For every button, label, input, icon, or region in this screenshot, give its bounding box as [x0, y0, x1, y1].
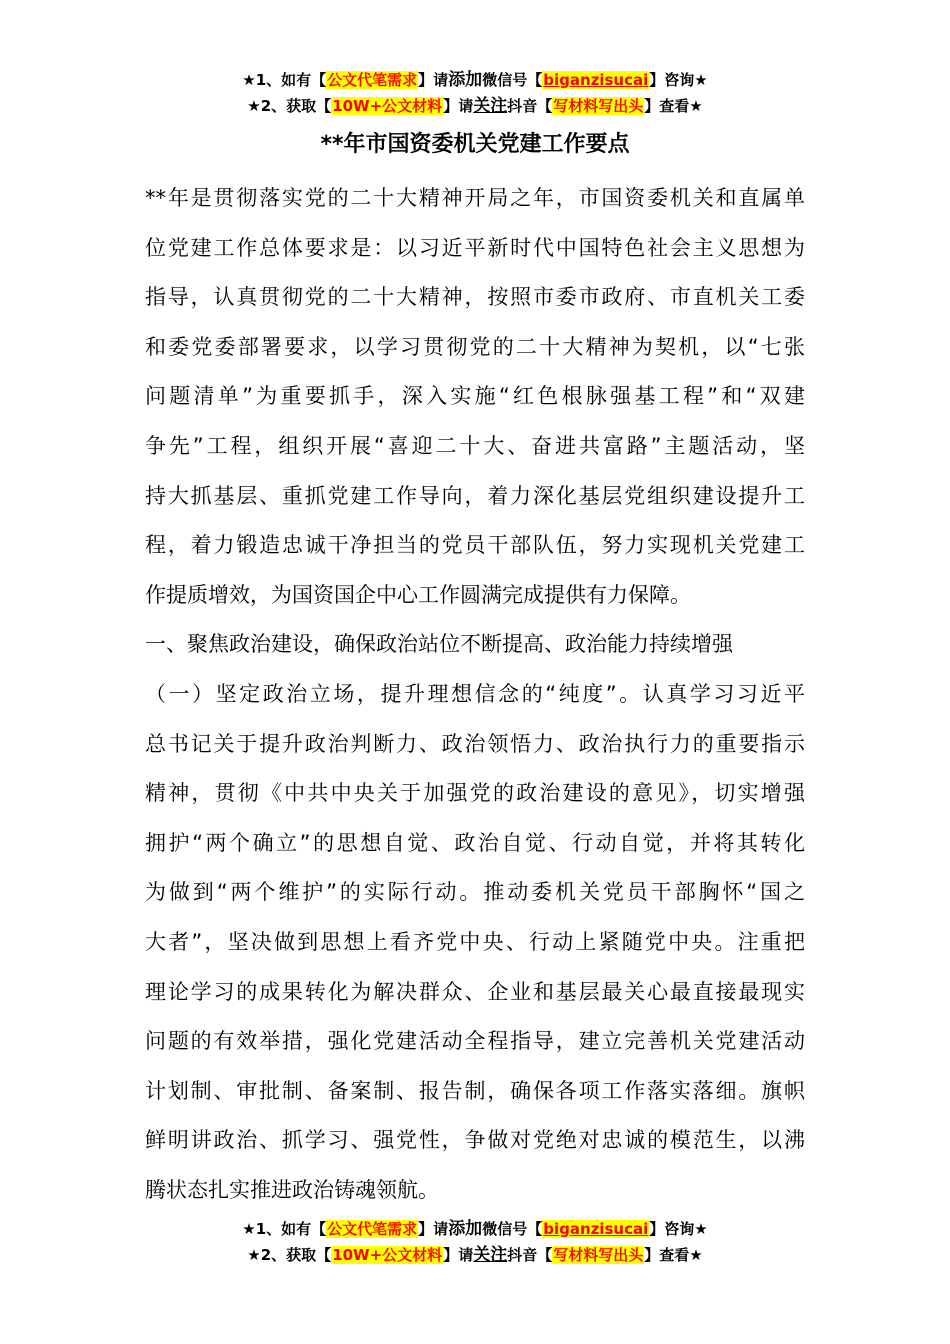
promo-line-2: ★2、获取【10W+公文材料】请关注抖音【写材料写出头】查看★ — [247, 96, 703, 116]
highlight-douyin-account: 写材料写出头 — [553, 97, 644, 115]
highlight-ghostwriting: 公文代笔需求 — [327, 71, 418, 89]
body-line: 和委党委部署要求，以学习贯彻党的二十大精神为契机，以“七张 — [145, 334, 805, 359]
body-line: （一）坚定政治立场，提升理想信念的“纯度”。认真学习习近平 — [145, 681, 805, 706]
promo-line-2: ★2、获取【10W+公文材料】请关注抖音【写材料写出头】查看★ — [247, 1245, 703, 1265]
highlight-wechat-id: biganzisucai — [543, 1220, 649, 1238]
body-line: 腾状态扎实推进政治铸魂领航。 — [145, 1177, 439, 1202]
body-line: 总书记关于提升政治判断力、政治领悟力、政治执行力的重要指示 — [145, 731, 805, 756]
body-line: 精神，贯彻《中共中央关于加强党的政治建设的意见》，切实增强 — [145, 781, 805, 806]
highlight-wechat-id: biganzisucai — [543, 71, 649, 89]
section-heading: 一、聚焦政治建设，确保政治站位不断提高、政治能力持续增强 — [145, 632, 733, 657]
body-line: 指导，认真贯彻党的二十大精神，按照市委市政府、市直机关工委 — [145, 285, 805, 310]
body-line: 程，着力锻造忠诚干净担当的党员干部队伍，努力实现机关党建工 — [145, 533, 805, 558]
body-line: **年是贯彻落实党的二十大精神开局之年，市国资委机关和直属单 — [145, 186, 805, 210]
emphasis-follow: 关注 — [473, 1245, 508, 1265]
body-line: 争先”工程，组织开展“喜迎二十大、奋进共富路”主题活动，坚 — [145, 433, 805, 458]
document-body — [145, 174, 805, 1215]
body-line: 大者”，坚决做到思想上看齐党中央、行动上紧随党中央。注重把 — [145, 929, 805, 954]
body-line: 问题清单”为重要抓手，深入实施“红色根脉强基工程”和“双建 — [145, 384, 805, 409]
highlight-materials: 10W+公文材料 — [332, 97, 443, 115]
promo-line-1: ★1、如有【公文代笔需求】请添加微信号【biganzisucai】咨询★ — [242, 1219, 708, 1239]
bottom-promo-banner — [0, 1216, 950, 1268]
body-line: 问题的有效举措，强化党建活动全程指导，建立完善机关党建活动 — [145, 1029, 805, 1054]
body-line: 为做到“两个维护”的实际行动。推动委机关党员干部胸怀“国之 — [145, 880, 805, 905]
document-title: **年市国资委机关党建工作要点 — [320, 132, 630, 157]
emphasis-add: 添加 — [448, 1219, 483, 1239]
body-line: 计划制、审批制、备案制、报告制，确保各项工作落实落细。旗帜 — [145, 1078, 805, 1103]
top-promo-banner — [0, 67, 950, 119]
highlight-douyin-account: 写材料写出头 — [553, 1246, 644, 1264]
body-line: 拥护“两个确立”的思想自觉、政治自觉、行动自觉，并将其转化 — [145, 830, 805, 855]
body-line: 位党建工作总体要求是：以习近平新时代中国特色社会主义思想为 — [145, 235, 805, 260]
highlight-materials: 10W+公文材料 — [332, 1246, 443, 1264]
body-line: 作提质增效，为国资国企中心工作圆满完成提供有力保障。 — [145, 582, 691, 607]
promo-line-1: ★1、如有【公文代笔需求】请添加微信号【biganzisucai】咨询★ — [242, 70, 708, 90]
body-line: 鲜明讲政治、抓学习、强党性，争做对党绝对忠诚的模范生，以沸 — [145, 1128, 805, 1153]
body-line: 理论学习的成果转化为解决群众、企业和基层最关心最直接最现实 — [145, 979, 805, 1004]
emphasis-follow: 关注 — [473, 96, 508, 116]
emphasis-add: 添加 — [448, 70, 483, 90]
body-line: 持大抓基层、重抓党建工作导向，着力深化基层党组织建设提升工 — [145, 483, 805, 508]
highlight-ghostwriting: 公文代笔需求 — [327, 1220, 418, 1238]
